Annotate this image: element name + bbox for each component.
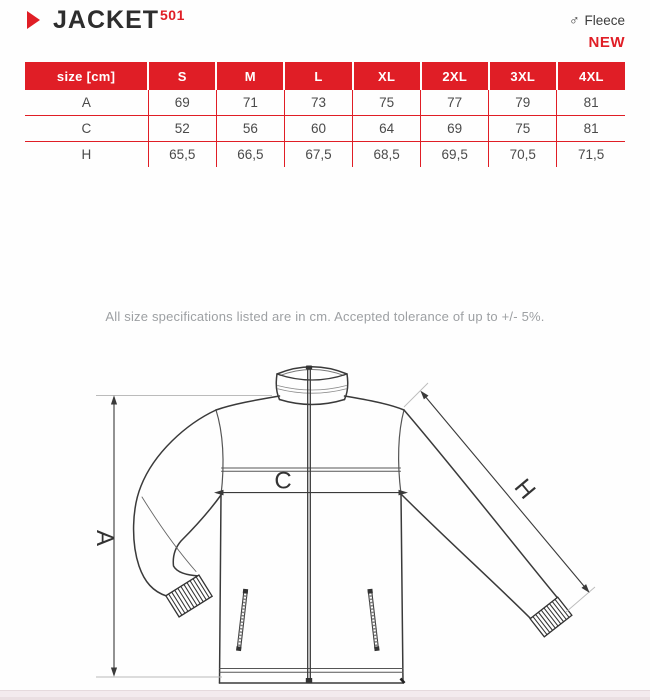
left-pocket-zipper <box>237 589 247 651</box>
left-cuff <box>166 575 212 617</box>
table-cell: 65,5 <box>148 142 216 168</box>
page-title: JACKET <box>53 6 160 34</box>
dimension-a <box>91 395 272 677</box>
right-pocket-zipper <box>368 589 378 651</box>
table-cell: 75 <box>353 90 421 116</box>
table-header-cell: size [cm] <box>25 62 148 90</box>
table-cell: 71,5 <box>557 142 625 168</box>
table-cell: 73 <box>284 90 352 116</box>
table-header-cell: L <box>284 62 352 90</box>
table-header-cell: S <box>148 62 216 90</box>
table-cell: 71 <box>216 90 284 116</box>
table-header-cell: M <box>216 62 284 90</box>
material-label: Fleece <box>584 13 625 28</box>
new-badge: NEW <box>588 34 625 51</box>
dimension-h <box>404 383 595 612</box>
table-cell: 64 <box>353 116 421 142</box>
table-cell: 79 <box>489 90 557 116</box>
jacket-outline <box>134 367 558 683</box>
table-cell: 52 <box>148 116 216 142</box>
product-code: 501 <box>160 7 185 23</box>
table-header-cell: 2XL <box>421 62 489 90</box>
table-header-cell: 4XL <box>557 62 625 90</box>
row-label: H <box>25 142 148 168</box>
table-cell: 60 <box>284 116 352 142</box>
table-cell: 69 <box>148 90 216 116</box>
row-label: C <box>25 116 148 142</box>
table-cell: 69 <box>421 116 489 142</box>
dimension-c-label: C <box>274 467 292 495</box>
table-cell: 81 <box>583 95 599 110</box>
tolerance-note: All size specifications listed are in cm. Accepted tolerance of up to +/- 5%. <box>105 309 545 324</box>
dimension-a-label: A <box>91 529 118 547</box>
right-cuff <box>530 597 572 637</box>
center-zipper <box>306 366 405 684</box>
male-icon: ♂ <box>568 12 580 28</box>
table-cell: 69,5 <box>421 142 489 168</box>
table-cell: 77 <box>421 90 489 116</box>
table-cell: 68,5 <box>353 142 421 168</box>
table-cell: 70,5 <box>489 142 557 168</box>
table-cell: 75 <box>489 116 557 142</box>
dimension-h-label: H <box>508 473 541 505</box>
table-header-cell: 3XL <box>489 62 557 90</box>
table-cell: 56 <box>216 116 284 142</box>
row-label: A <box>25 90 148 116</box>
table-cell: 81 <box>557 116 625 142</box>
table-cell: 66,5 <box>216 142 284 168</box>
footer-strip <box>0 690 650 700</box>
table-header-cell: XL <box>353 62 421 90</box>
table-cell: 67,5 <box>284 142 352 168</box>
